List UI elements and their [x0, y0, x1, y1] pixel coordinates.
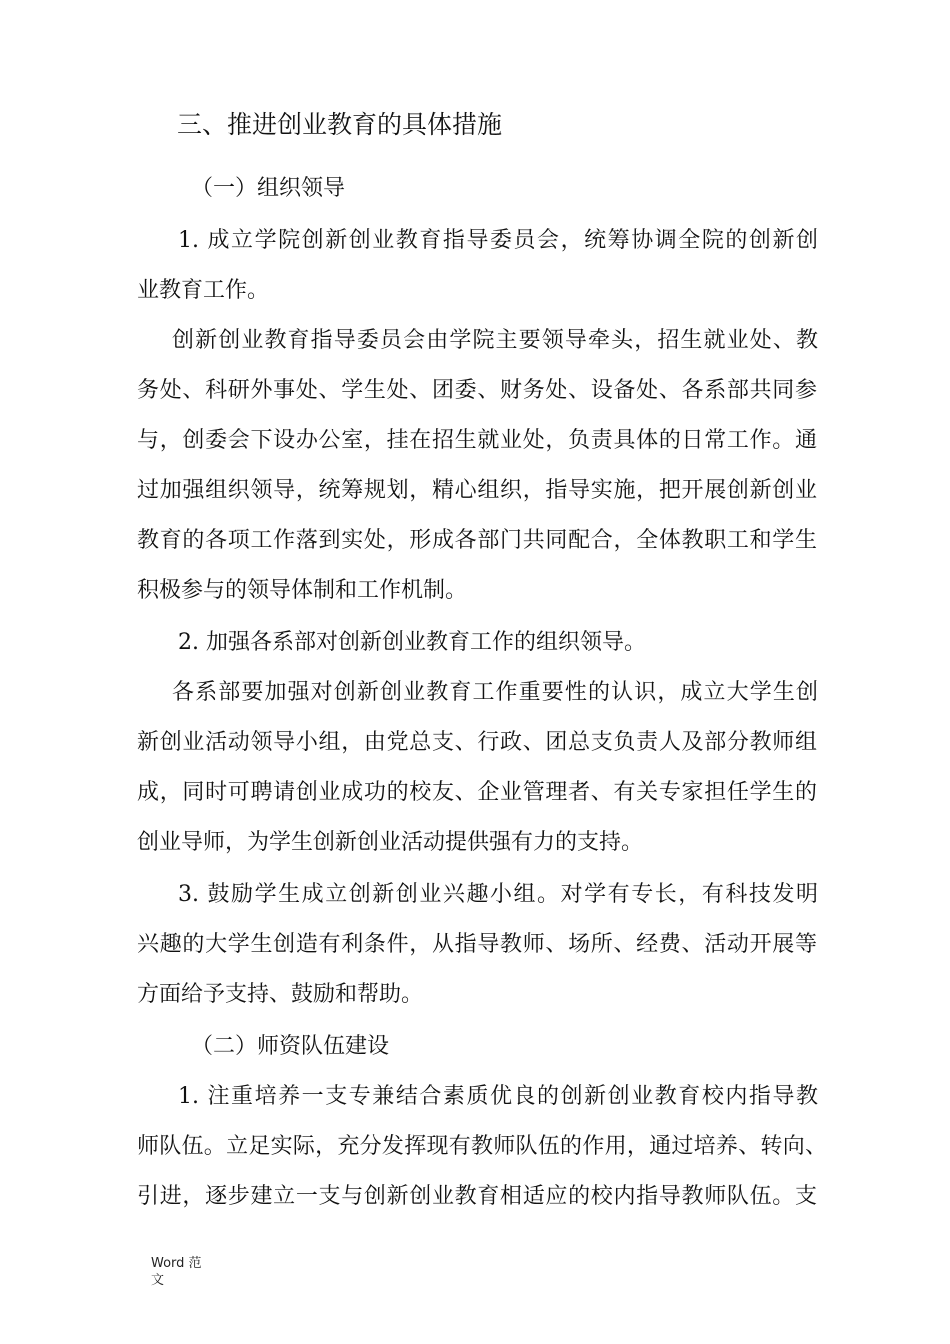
para-1-line: 积极参与的领导体制和工作机制。	[137, 578, 468, 603]
item-2: 2. 加强各系部对创新创业教育工作的组织领导。	[178, 630, 646, 655]
para-1-line: 务处、科研外事处、学生处、团委、财务处、设备处、各系部共同参	[137, 378, 817, 403]
item-1-line-1: 1. 成立学院创新创业教育指导委员会，统筹协调全院的创新创	[178, 228, 818, 253]
item-3-line: 3. 鼓励学生成立创新创业兴趣小组。对学有专长，有科技发明	[178, 882, 818, 907]
section-title-1: （一）组织领导	[191, 176, 346, 201]
para-2-line: 新创业活动领导小组，由党总支、行政、团总支负责人及部分教师组	[137, 730, 817, 755]
para-1-line: 过加强组织领导，统筹规划，精心组织，指导实施，把开展创新创业	[137, 478, 817, 503]
para-2-line: 成，同时可聘请创业成功的校友、企业管理者、有关专家担任学生的	[137, 780, 817, 805]
heading: 三、推进创业教育的具体措施	[177, 110, 503, 139]
item-3-line: 兴趣的大学生创造有利条件，从指导教师、场所、经费、活动开展等	[137, 932, 817, 957]
para-2-line: 创业导师，为学生创新创业活动提供强有力的支持。	[137, 830, 644, 855]
para-2-line: 各系部要加强对创新创业教育工作重要性的认识，成立大学生创	[172, 680, 818, 705]
item-1-line-2: 业教育工作。	[137, 278, 270, 303]
para-1-line: 与，创委会下设办公室，挂在招生就业处，负责具体的日常工作。通	[137, 428, 817, 453]
para-1-line: 教育的各项工作落到实处，形成各部门共同配合，全体教职工和学生	[137, 528, 817, 553]
section-title-2: （二）师资队伍建设	[191, 1034, 390, 1059]
item-4-line: 引进，逐步建立一支与创新创业教育相适应的校内指导教师队伍。支	[137, 1184, 817, 1209]
item-3-line: 方面给予支持、鼓励和帮助。	[137, 982, 424, 1007]
footer-line-1: Word 范	[151, 1256, 202, 1271]
item-4-line: 师队伍。立足实际，充分发挥现有教师队伍的作用，通过培养、转向、	[137, 1134, 827, 1159]
footer-line-2: 文	[151, 1273, 165, 1288]
para-1-line: 创新创业教育指导委员会由学院主要领导牵头，招生就业处、教	[172, 328, 818, 353]
item-4-line: 1. 注重培养一支专兼结合素质优良的创新创业教育校内指导教	[178, 1084, 818, 1109]
